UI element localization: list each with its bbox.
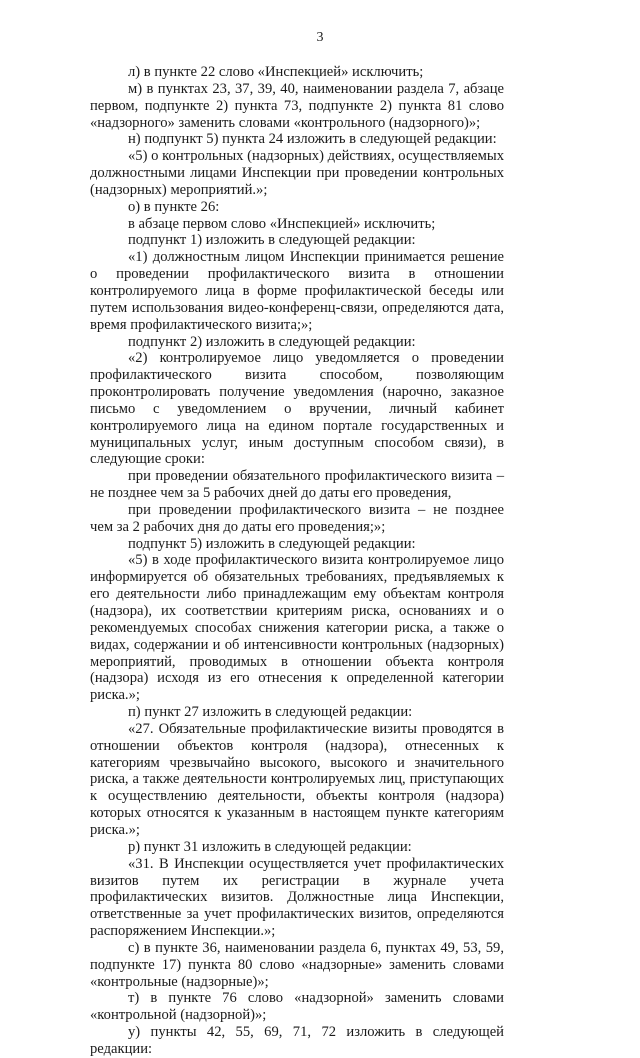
paragraph-t: т) в пункте 76 слово «надзорной» заменить словами «контрольной (надзорной)»; <box>90 990 504 1024</box>
paragraph-mandatory-visit-deadline: при проведении обязательного профилактического визита – не позднее чем за 5 рабочих дней до даты его проведения, <box>90 468 504 502</box>
paragraph-subpoint-1-intro: подпункт 1) изложить в следующей редакции: <box>128 232 416 249</box>
paragraph-s: с) в пункте 36, наименовании раздела 6, пунктах 49, 53, 59, подпункте 17) пункта 80 слово «надзорные» заменить словами «контрольные (надзорные)»; <box>90 939 504 990</box>
document-body <box>90 64 504 1058</box>
paragraph-o: о) в пункте 26: <box>128 198 220 215</box>
page-number: 3 <box>316 30 324 45</box>
paragraph-quote-5-visit: «5) в ходе профилактического визита контролируемое лицо информируется об обязательных требованиях, предъявляемых к его деятельности либо принадлежащим ему объектам контроля (надзора), их соответствии критериям риска, основаниях и о рекомендуемых способах снижения категории риска, а также о видах, содержании и об интенсивности контрольных (надзорных) мероприятий, проводимых в отношении объекта контроля (надзора) исходя из его отнесения к определенной категории риска.»; <box>90 552 504 704</box>
paragraph-m: м) в пунктах 23, 37, 39, 40, наименовании раздела 7, абзаце первом, подпункте 2) пункта 73, подпункте 2) пункта 81 слово «надзорного» заменить словами «контрольного (надзорного)»; <box>90 80 504 131</box>
paragraph-quote-27: «27. Обязательные профилактические визиты проводятся в отношении объектов контроля (надзора), отнесенных к категориям чрезвычайно высокого, высокого и значительного риска, а также деятельности контролируемых лиц, приступающих к осуществлению деятельности, объекты контроля (надзора) которых относятся к указанным в настоящем пункте категориям риска.»; <box>90 720 504 838</box>
paragraph-subpoint-5-intro: подпункт 5) изложить в следующей редакции: <box>128 535 416 552</box>
paragraph-u: у) пункты 42, 55, 69, 71, 72 изложить в следующей редакции: <box>90 1024 504 1057</box>
paragraph-p: п) пункт 27 изложить в следующей редакции: <box>128 704 413 721</box>
paragraph-l: л) в пункте 22 слово «Инспекцией» исключить; <box>128 64 424 80</box>
paragraph-visit-deadline: при проведении профилактического визита – не позднее чем за 2 рабочих дня до даты его проведения;»; <box>90 501 504 535</box>
paragraph-quote-2: «2) контролируемое лицо уведомляется о проведении профилактического визита способом, позволяющим проконтролировать получение уведомления (нарочно, заказное письмо с уведомлением о вручении, личный кабинет контролируемого лица на едином портале государственных и муниципальных услуг, иным доступным способом связи), в следующие сроки: <box>90 350 504 468</box>
paragraph-first-abzats: в абзаце первом слово «Инспекцией» исключить; <box>128 215 436 232</box>
paragraph-r: р) пункт 31 изложить в следующей редакции: <box>128 838 412 855</box>
paragraph-n: н) подпункт 5) пункта 24 изложить в следующей редакции: <box>128 131 497 148</box>
paragraph-quote-31: «31. В Инспекции осуществляется учет профилактических визитов путем их регистрации в журнале учета профилактических визитов. Должностные лица Инспекции, ответственные за учет профилактических визитов, определяются распоряжением Инспекции.»; <box>90 855 504 940</box>
paragraph-subpoint-2-intro: подпункт 2) изложить в следующей редакции: <box>128 333 416 350</box>
paragraph-quote-1: «1) должностным лицом Инспекции принимается решение о проведении профилактического визита в отношении контролируемого лица в форме профилактической беседы или путем использования видео-конференц-связи, определяются дата, время профилактического визита;»; <box>90 249 504 333</box>
paragraph-quote-5: «5) о контрольных (надзорных) действиях, осуществляемых должностными лицами Инспекции при проведении контрольных (надзорных) мероприятий.»; <box>90 148 504 198</box>
